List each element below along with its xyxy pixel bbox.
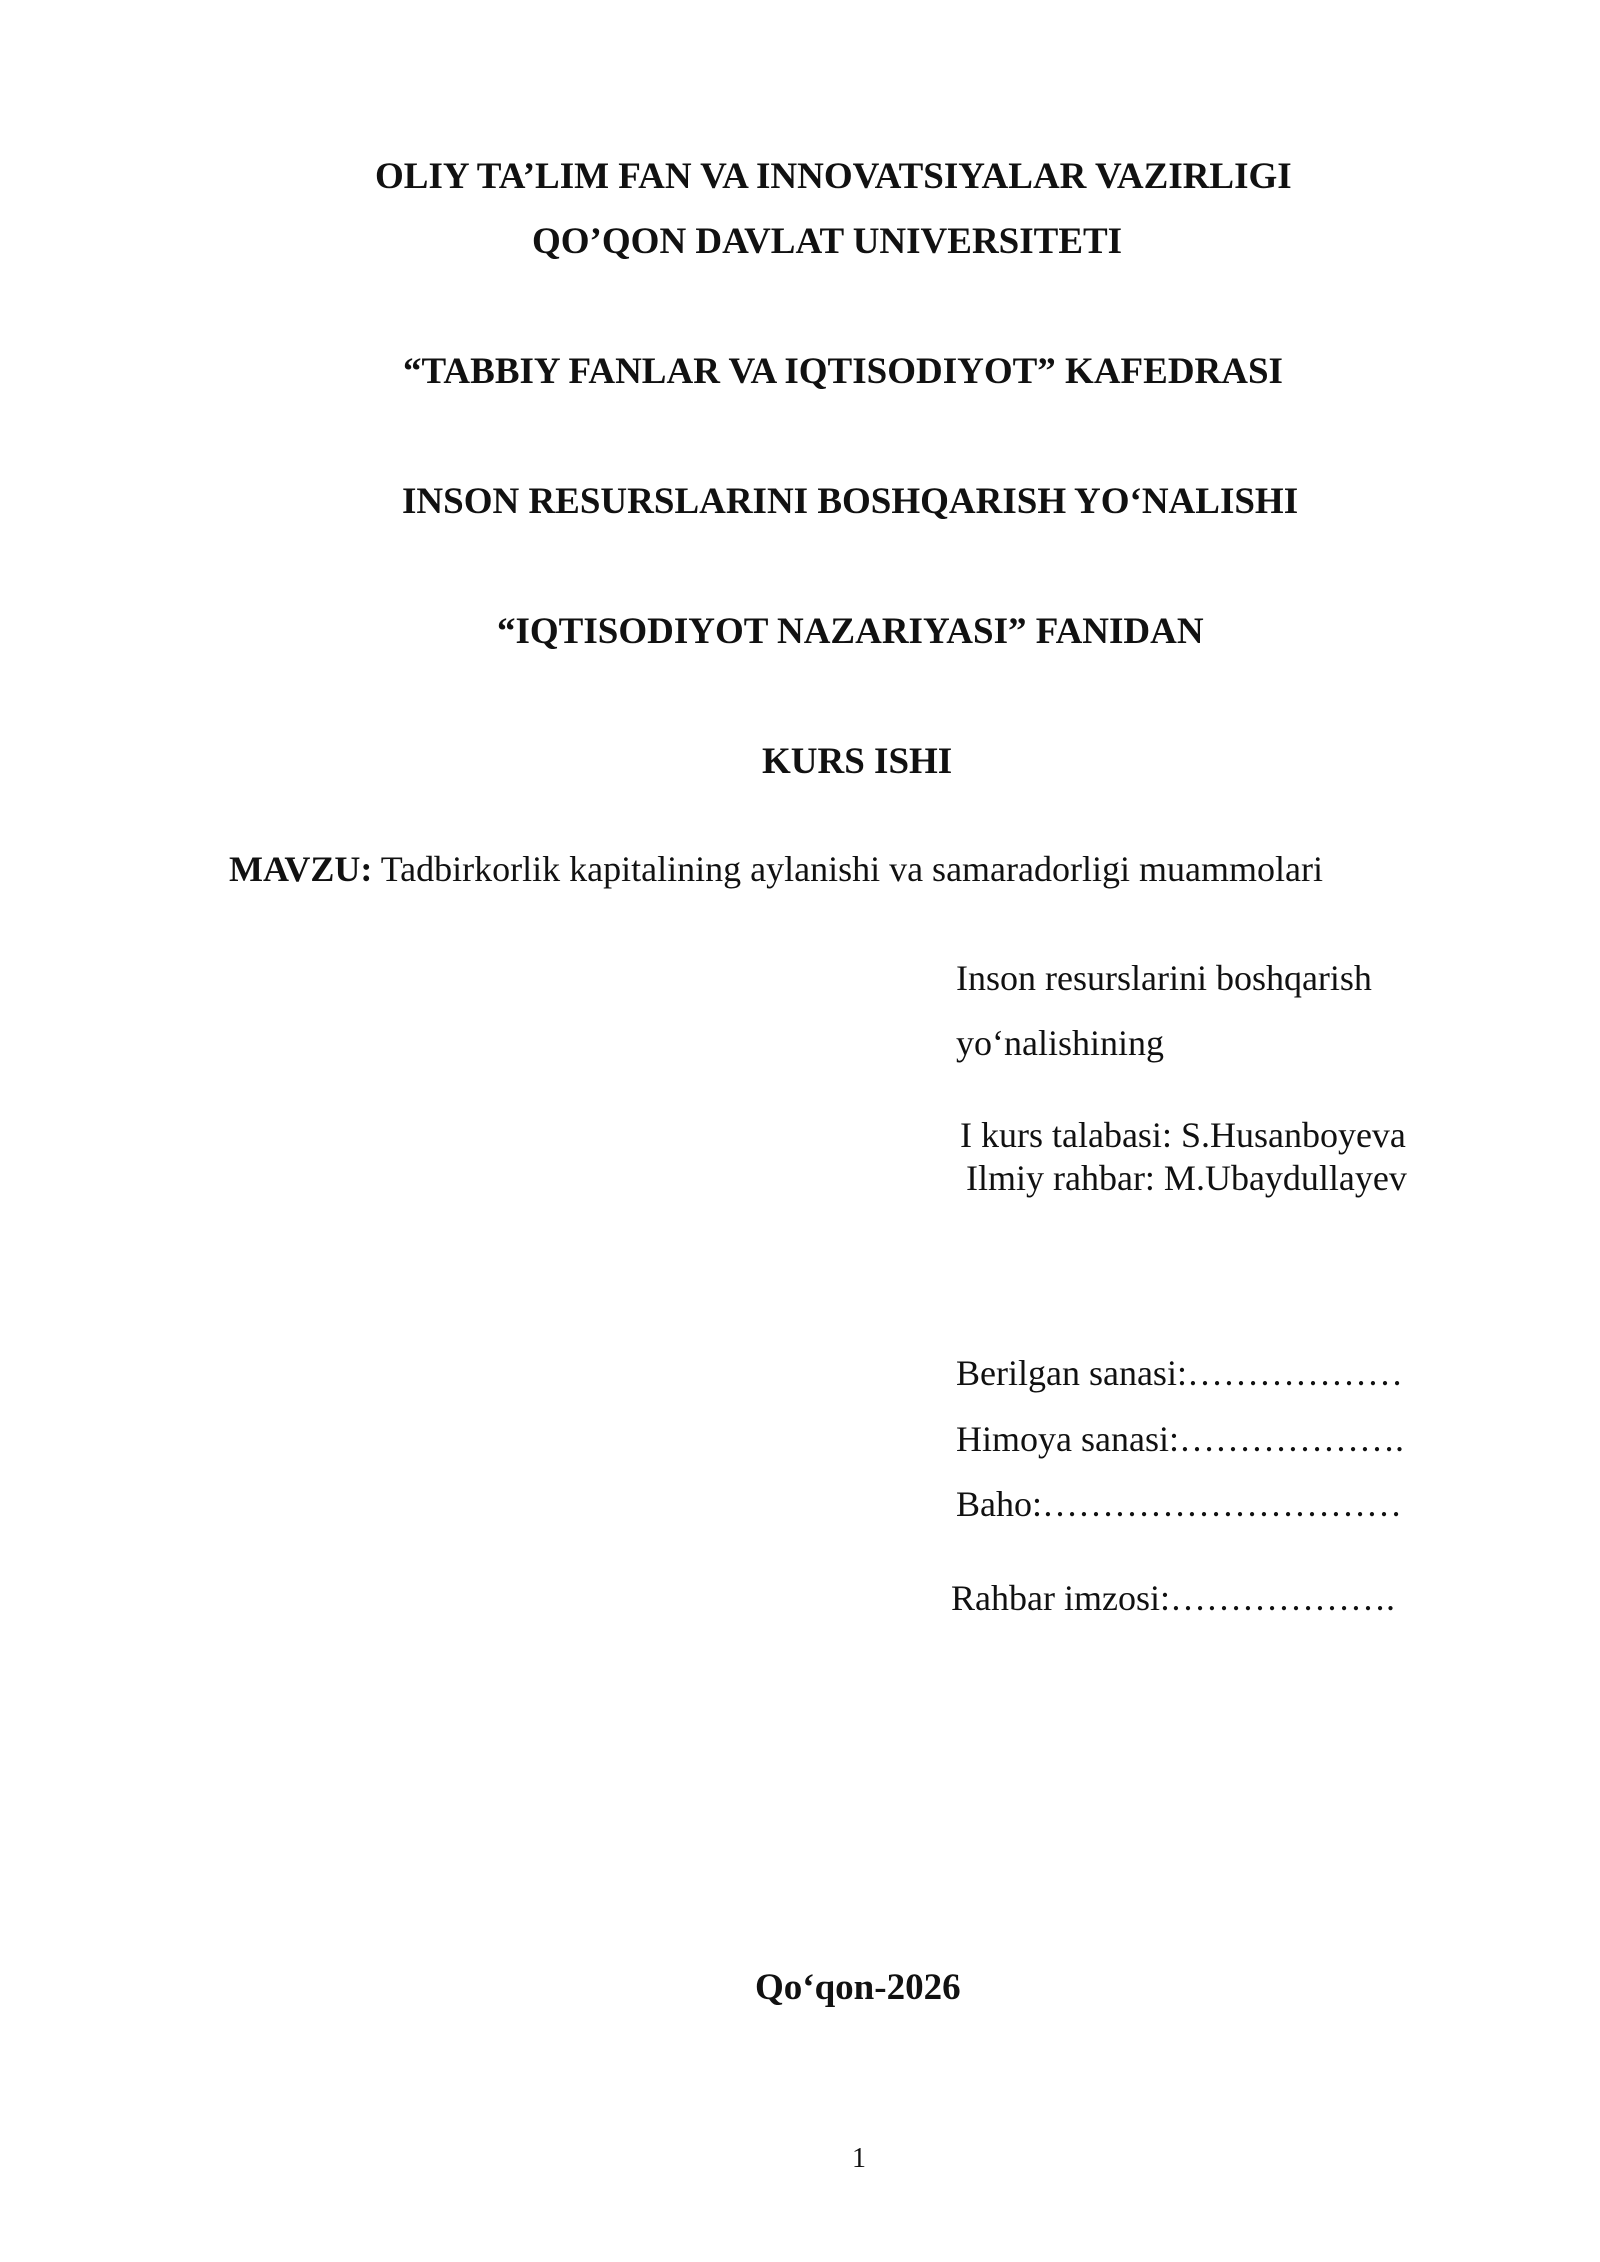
topic-text: Tadbirkorlik kapitalining aylanishi va samaradorligi muammolari [380, 849, 1323, 889]
grade-field: Baho:………………………… [956, 1484, 1402, 1524]
defense-date-field: Himoya sanasi:………………. [956, 1419, 1404, 1459]
student-direction-line2: yo‘nalishining [956, 1023, 1164, 1063]
university-title: QO’QON DAVLAT UNIVERSITETI [532, 221, 1123, 262]
work-type-title: KURS ISHI [762, 741, 953, 782]
topic-line [229, 851, 1323, 887]
page-number: 1 [852, 2143, 866, 2174]
subject-title: “IQTISODIYOT NAZARIYASI” FANIDAN [497, 611, 1204, 652]
student-name: I kurs talabasi: S.Husanboyeva [960, 1115, 1406, 1155]
supervisor-name: Ilmiy rahbar: M.Ubaydullayev [966, 1158, 1407, 1198]
topic-label: MAVZU: [229, 849, 373, 889]
direction-title: INSON RESURSLARINI BOSHQARISH YO‘NALISHI [402, 481, 1299, 522]
department-title: “TABBIY FANLAR VA IQTISODIYOT” KAFEDRASI [403, 351, 1283, 392]
given-date-field: Berilgan sanasi:……………… [956, 1353, 1403, 1393]
ministry-title: OLIY TA’LIM FAN VA INNOVATSIYALAR VAZIRLIGI [375, 156, 1292, 197]
student-direction-line1: Inson resurslarini boshqarish [956, 958, 1372, 998]
signature-field: Rahbar imzosi:………………. [951, 1578, 1395, 1618]
city-year: Qo‘qon-2026 [755, 1967, 961, 2008]
